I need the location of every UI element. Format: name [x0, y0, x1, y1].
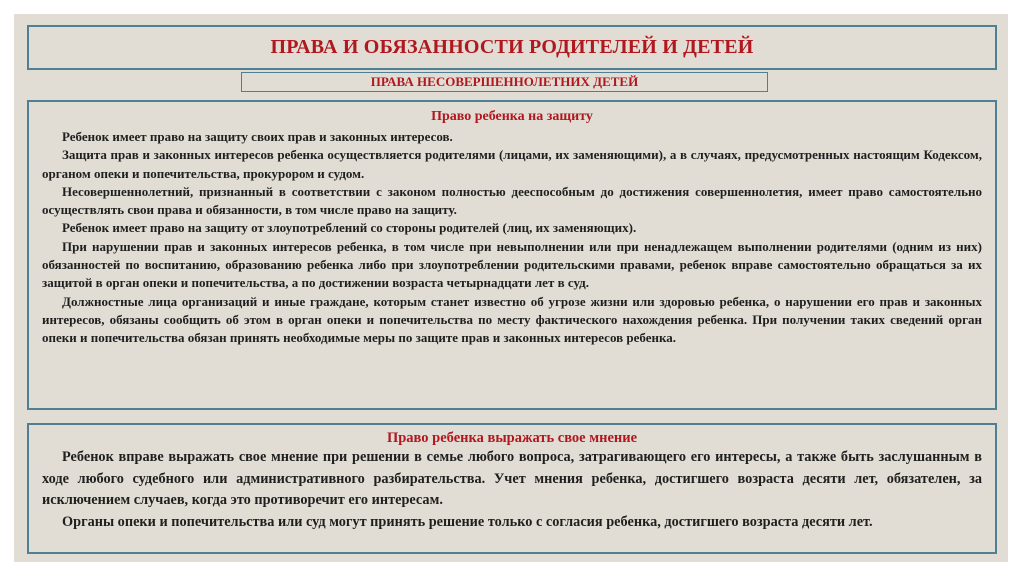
page-subtitle: ПРАВА НЕСОВЕРШЕННОЛЕТНИХ ДЕТЕЙ [370, 74, 639, 89]
page-title: ПРАВА И ОБЯЗАННОСТИ РОДИТЕЛЕЙ И ДЕТЕЙ [270, 36, 754, 58]
section-right-to-opinion [27, 423, 997, 554]
paragraph: Органы опеки и попечительства или суд могут принять решение только с согласия ребенка, достигшего возраста десяти лет. [62, 513, 873, 530]
section-right-to-protection [27, 100, 997, 410]
paragraph: Ребенок вправе выражать свое мнение при решении в семье любого вопроса, затрагивающего его интересы, а также быть заслушанным в ходе любого судебного или административного разбирательства. Учет мнения ребенка, достигшего возраста десяти лет, обязателен, за исключением случаев, когда это противоречит его интересам. [42, 449, 982, 508]
subtitle-box [241, 72, 768, 92]
section-heading: Право ребенка на защиту [431, 109, 593, 124]
slide [14, 14, 1008, 562]
paragraph: Ребенок имеет право на защиту своих прав и законных интересов. [62, 129, 453, 144]
paragraph: При нарушении прав и законных интересов ребенка, в том числе при невыполнении или при ненадлежащем выполнении родителями (одним из них) обязанностей по воспитанию, образованию ребенка либо при злоупотреблении родительскими правами, ребенок вправе самостоятельно обращаться за их защитой в орган опеки и попечительства, а по достижении возраста четырнадцати лет в суд. [42, 238, 982, 291]
title-box [27, 25, 997, 70]
paragraph: Несовершеннолетний, признанный в соответствии с законом полностью дееспособным до достижения совершеннолетия, имеет право самостоятельно осуществлять свои права и обязанности, в том числе право на защиту. [42, 183, 982, 218]
paragraph: Ребенок имеет право на защиту от злоупотреблений со стороны родителей (лиц, их заменяющих). [62, 220, 637, 236]
paragraph: Должностные лица организаций и иные граждане, которым станет известно об угрозе жизни или здоровью ребенка, о нарушении его прав и законных интересов, обязаны сообщить об этом в орган опеки и попечительства по месту фактического нахождения ребенка. При получении таких сведений орган опеки и попечительства обязан принять необходимые меры по защите прав и законных интересов ребенка. [42, 293, 982, 346]
paragraph: Защита прав и законных интересов ребенка осуществляется родителями (лицами, их заменяющими), а в случаях, предусмотренных настоящим Кодексом, органом опеки и попечительства, прокурором и судом. [42, 147, 982, 181]
section-heading: Право ребенка выражать свое мнение [386, 430, 638, 446]
